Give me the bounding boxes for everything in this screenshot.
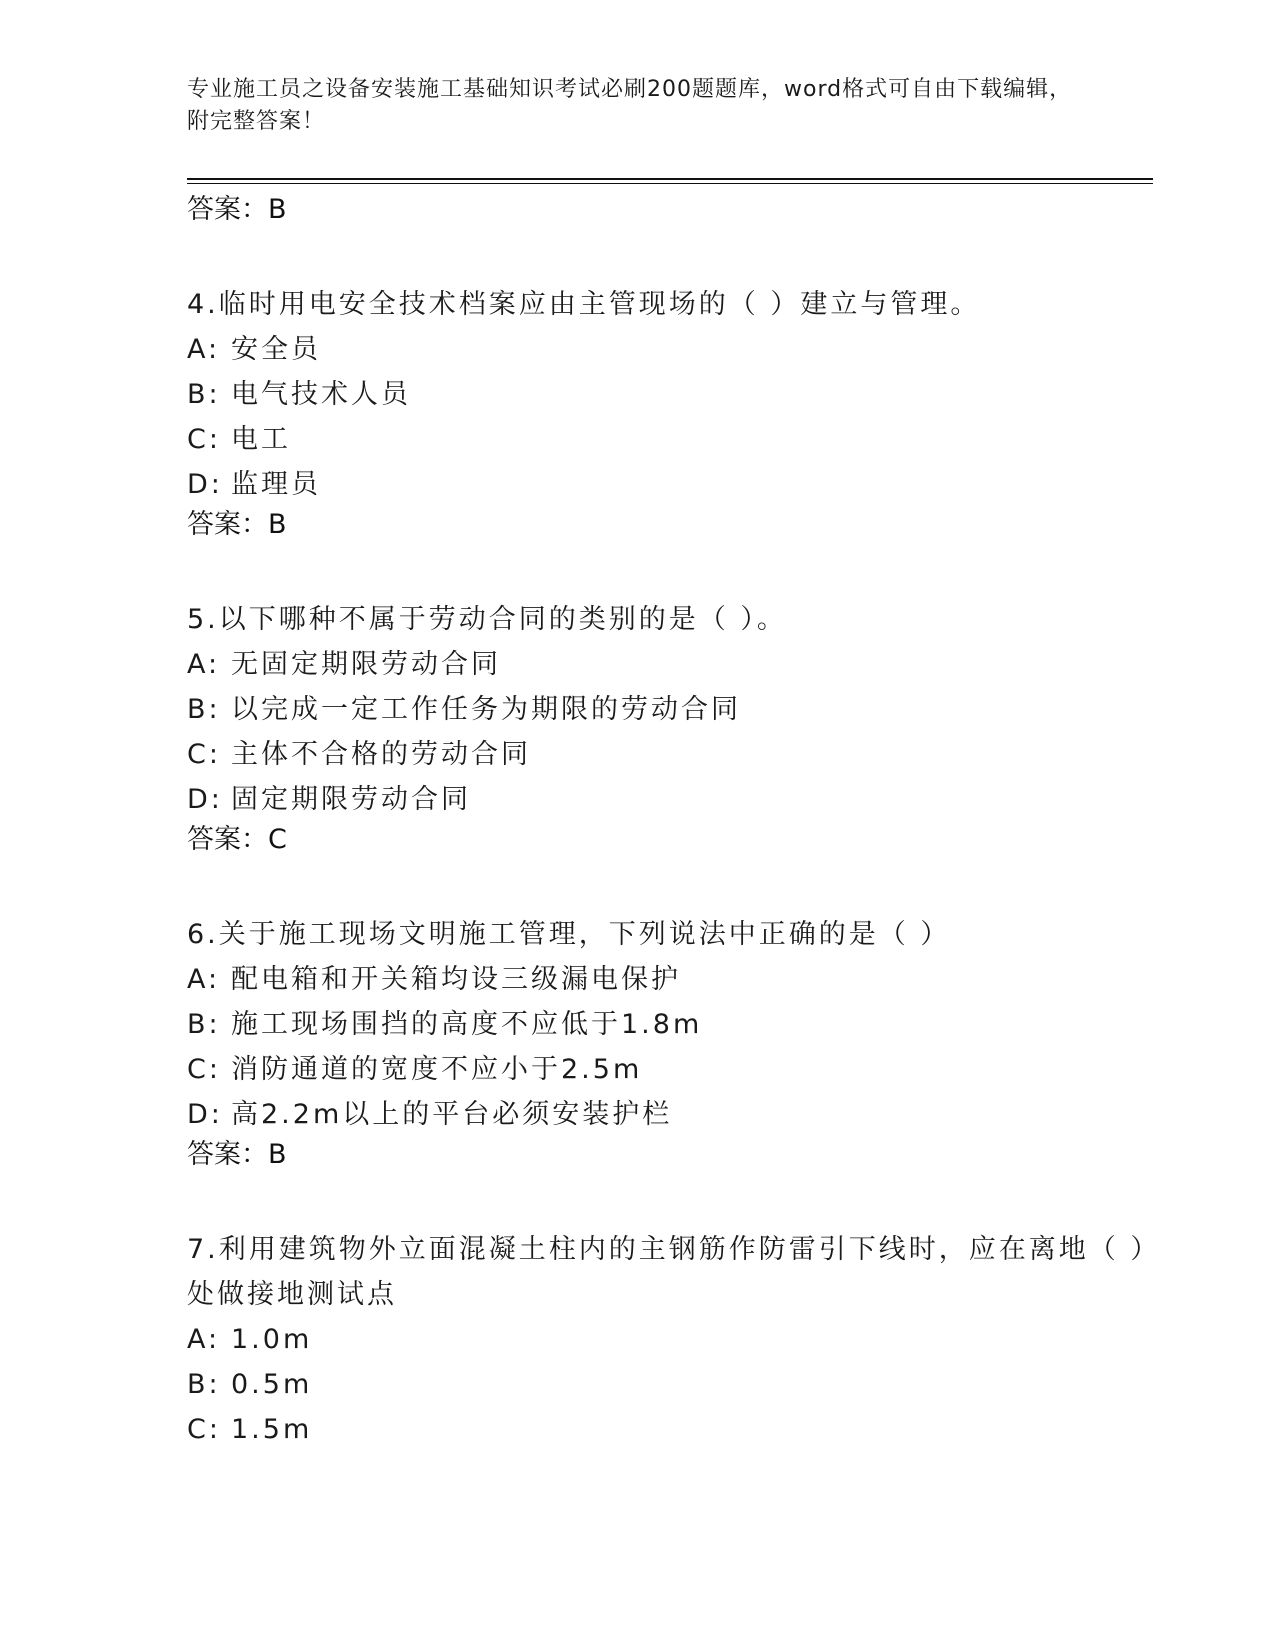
question-stem: 6.关于施工现场文明施工管理，下列说法中正确的是（ ） [187, 919, 951, 950]
question-stem: 4.临时用电安全技术档案应由主管现场的（ ）建立与管理。 [187, 289, 981, 320]
question-stem: 7.利用建筑物外立面混凝土柱内的主钢筋作防雷引下线时，应在离地（ ）处做接地测试点 [187, 1234, 1147, 1310]
option-text: 电气技术人员 [231, 379, 411, 410]
option-letter: B: [187, 379, 221, 410]
question-list [187, 192, 1153, 1452]
option-letter: D: [187, 1099, 223, 1130]
question-block [187, 1227, 1153, 1452]
option-letter: C: [187, 1414, 221, 1445]
answer-label: 答案：B [187, 509, 287, 540]
option-text: 固定期限劳动合同 [231, 784, 471, 815]
question-block [187, 282, 1153, 597]
header-rule-thin [187, 183, 1153, 184]
option-letter: A: [187, 964, 221, 995]
option-letter: C: [187, 1054, 221, 1085]
option-letter: A: [187, 649, 221, 680]
option-c [187, 1407, 1153, 1452]
option-b [187, 372, 1153, 417]
page-header: 专业施工员之设备安装施工基础知识考试必刷200题题库，word格式可自由下载编辑，附完整答案！ [187, 77, 1073, 134]
option-a [187, 1317, 1153, 1362]
option-letter: D: [187, 469, 223, 500]
option-b [187, 1002, 1153, 1047]
answer-label: 答案：B [187, 1139, 287, 1170]
option-text: 1.0m [231, 1324, 313, 1355]
option-letter: C: [187, 424, 221, 455]
option-c [187, 1047, 1153, 1092]
option-a [187, 327, 1153, 372]
question-stem: 5.以下哪种不属于劳动合同的类别的是（ ）。 [187, 604, 787, 635]
option-text: 配电箱和开关箱均设三级漏电保护 [231, 964, 681, 995]
option-b [187, 1362, 1153, 1407]
option-text: 消防通道的宽度不应小于2.5m [231, 1054, 643, 1085]
option-text: 主体不合格的劳动合同 [231, 739, 531, 770]
option-letter: D: [187, 784, 223, 815]
option-c [187, 417, 1153, 462]
option-text: 无固定期限劳动合同 [231, 649, 501, 680]
option-text: 1.5m [231, 1414, 313, 1445]
question-block [187, 912, 1153, 1227]
option-text: 监理员 [231, 469, 321, 500]
option-letter: B: [187, 1369, 221, 1400]
option-d [187, 777, 1153, 822]
option-letter: B: [187, 694, 221, 725]
option-a [187, 642, 1153, 687]
option-text: 施工现场围挡的高度不应低于1.8m [231, 1009, 703, 1040]
option-c [187, 732, 1153, 777]
question-block [187, 597, 1153, 912]
answer-label: 答案：C [187, 824, 287, 855]
option-text: 以完成一定工作任务为期限的劳动合同 [231, 694, 741, 725]
option-letter: A: [187, 1324, 221, 1355]
option-text: 电工 [231, 424, 291, 455]
option-d [187, 1092, 1153, 1137]
answer-label: 答案：B [187, 194, 287, 225]
option-letter: A: [187, 334, 221, 365]
option-a [187, 957, 1153, 1002]
option-text: 高2.2m以上的平台必须安装护栏 [231, 1099, 673, 1130]
header-rule-thick [187, 178, 1153, 180]
option-text: 安全员 [231, 334, 321, 365]
option-letter: C: [187, 739, 221, 770]
option-d [187, 462, 1153, 507]
option-letter: B: [187, 1009, 221, 1040]
option-b [187, 687, 1153, 732]
option-text: 0.5m [231, 1369, 313, 1400]
